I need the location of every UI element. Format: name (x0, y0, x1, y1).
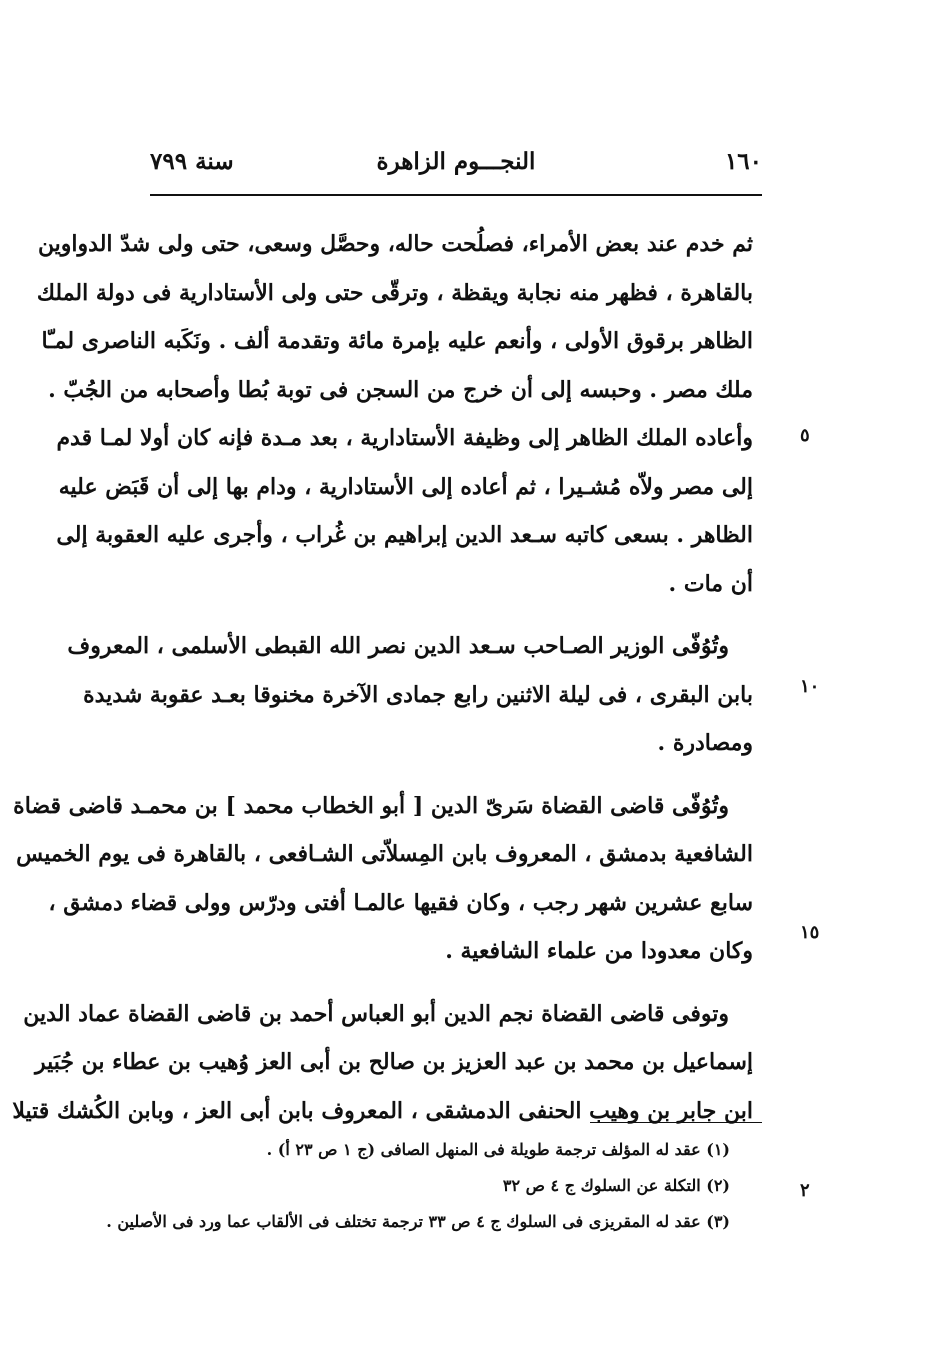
header-year: سنة ٧٩٩ (150, 148, 234, 175)
body-text (12, 222, 753, 1137)
footnote-divider (590, 1122, 762, 1123)
text-line: أن مات . (668, 570, 753, 597)
text-line: ابن جابر بن وهيب الحنفى الدمشقى ، المعروف بابن أبى العز ، وبابن الكُشك قتيلا (12, 1097, 753, 1124)
text-line: ملك مصر . وحبسه إلى أن خرج من السجن فى توبة بُطا وأصحابه من الجُبّ . (48, 376, 753, 403)
text-line: إسماعيل بن محمد بن عبد العزيز بن صالح بن أبى العز وُهيب بن عطاء بن جُبَير (34, 1049, 753, 1075)
footnotes (106, 1132, 730, 1240)
margin-line-number: ١٠ (800, 676, 820, 697)
text-line: الظاهر . بسعى كاتبه سـعد الدين إبراهيم بن غُراب ، وأجرى عليه العقوبة إلى (56, 522, 753, 548)
text-line: سابع عشرين شهر رجب ، وكان فقيها عالمـا أفتى ودرّس وولى قضاء دمشق ، (48, 889, 753, 916)
text-line: ثم خدم عند بعض الأمراء، فصلُحت حاله، وحصَّل وسعى، حتى ولى شدّ الدواوين (37, 231, 753, 257)
text-line: إلى مصر ولاّه مُشـيرا ، ثم أعاده إلى الأستادارية ، ودام بها إلى أن قَبَض عليه (58, 473, 753, 500)
footnote: (١) عقد له المؤلف ترجمة طويلة فى المنهل الصافى (ج ١ ص ٢٣ أ) . (266, 1140, 730, 1159)
margin-line-number: ١٥ (800, 922, 820, 943)
footnote: (٢) التكلة عن السلوك ج ٤ ص ٣٢ (502, 1176, 730, 1195)
header-page-number: ١٦٠ (724, 148, 762, 175)
footnote: (٣) عقد له المقريزى فى السلوك ج ٤ ص ٣٣ ترجمة تختلف فى الألقاب عما ورد فى الأصلين . (106, 1212, 730, 1231)
text-line: بالقاهرة ، فظهر منه نجابة ويقظة ، وترقّى حتى ولى الأستادارية فى دولة الملك (36, 279, 753, 306)
text-line: وتُوُفّى الوزير الصـاحب سـعد الدين نصر الله القبطى الأسلمى ، المعروف (67, 633, 729, 659)
text-line: وأعاده الملك الظاهر إلى وظيفة الأستادارية ، بعد مـدة فإنه كان أولا لمـا قدم (56, 425, 753, 451)
text-line: وكان معدودا من علماء الشافعية . (445, 938, 753, 964)
text-line: ومصادرة . (657, 730, 753, 756)
text-line: بابن البقرى ، فى ليلة الاثنين رابع جمادى الآخرة مخنوقا بعـد عقوبة شديدة (83, 681, 753, 708)
margin-line-number: ٢ (800, 1180, 810, 1201)
text-line: وتوفى قاضى القضاة نجم الدين أبو العباس أحمد بن قاضى القضاة عماد الدين (23, 1000, 729, 1027)
header-book-title: النجـــوم الزاهرة (376, 148, 536, 175)
header-divider (150, 194, 762, 196)
page-header (150, 148, 762, 188)
margin-line-number: ٥ (800, 425, 810, 446)
text-line: الشافعية بدمشق ، المعروف بابن المِسلاّتى الشـافعى ، بالقاهرة فى يوم الخميس (16, 841, 753, 867)
text-line: الظاهر برقوق الأولى ، وأنعم عليه بإمرة مائة وتقدمة ألف . ونَكَبه الناصرى لمـّا (41, 328, 753, 354)
text-line: وتُوُفّى قاضى القضاة سَرىّ الدين [ أبو الخطاب محمد ] بن محمـد قاضى قضاة (13, 792, 729, 819)
